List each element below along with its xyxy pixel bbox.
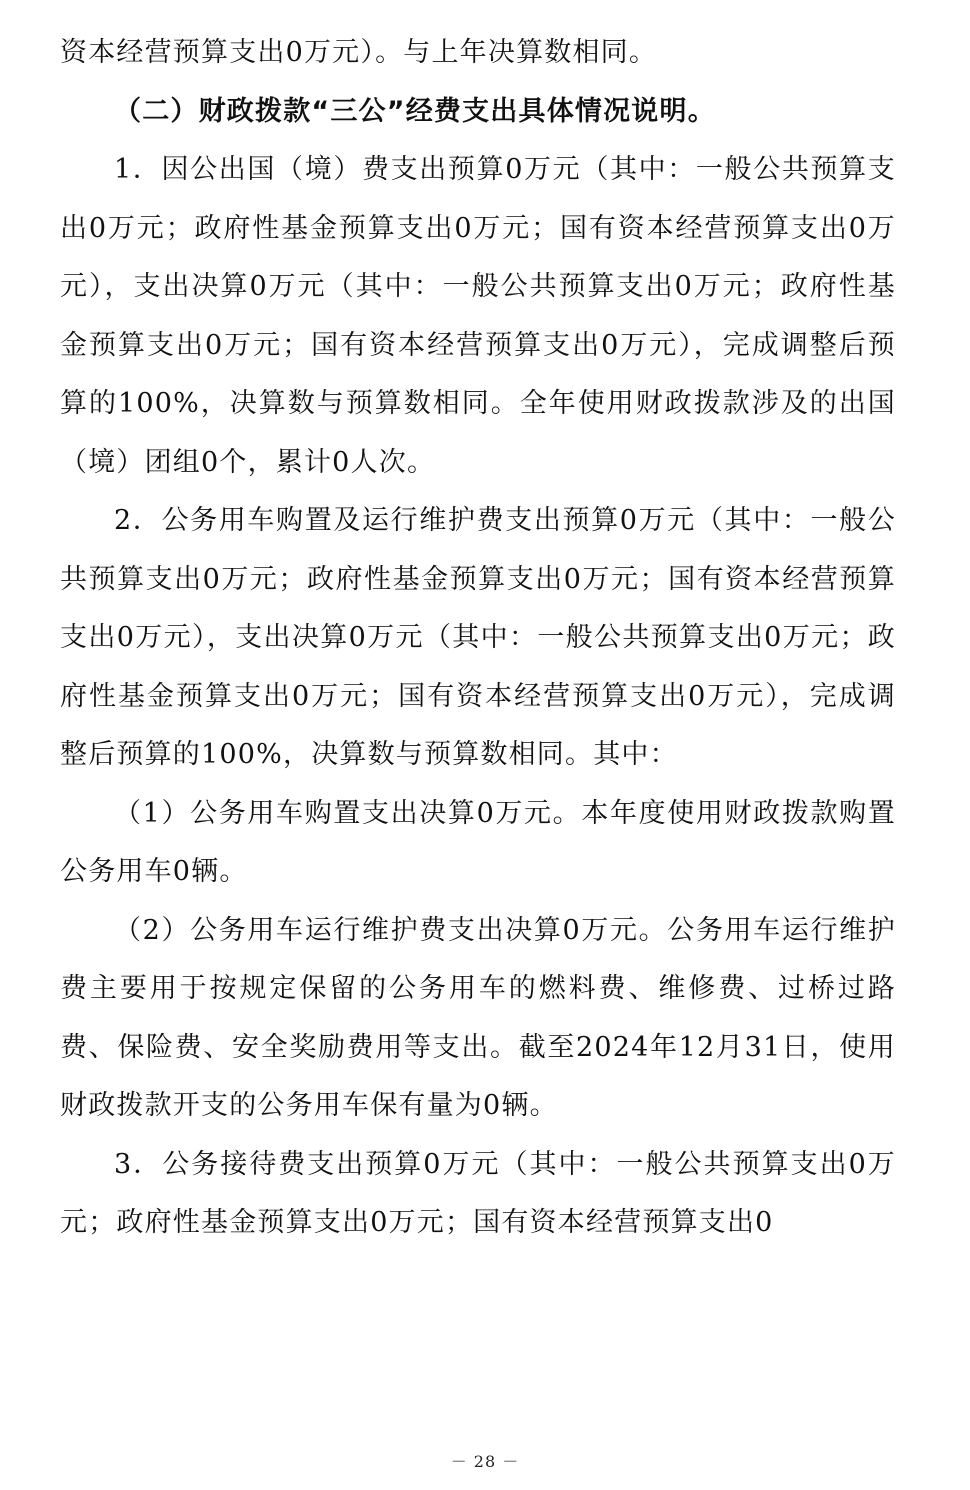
paragraph-overseas-travel-expense: 1．因公出国（境）费支出预算0万元（其中：一般公共预算支出0万元；政府性基金预算支出0万元；国有资本经营预算支出0万元），支出决算0万元（其中：一般公共预算支出0万元；政府性基金预算支出0万元；国有资本经营预算支出0万元），完成调整后预算的100%，决算数与预算数相同。全年使用财政拨款涉及的出国（境）团组0个，累计0人次。	[60, 154, 896, 478]
document-body	[60, 24, 896, 1253]
paragraph-continuation: 资本经营预算支出0万元）。与上年决算数相同。	[60, 37, 658, 68]
paragraph-official-vehicle-expense: 2．公务用车购置及运行维护费支出预算0万元（其中：一般公共预算支出0万元；政府性基金预算支出0万元；国有资本经营预算支出0万元），支出决算0万元（其中：一般公共预算支出0万元；政府性基金预算支出0万元；国有资本经营预算支出0万元），完成调整后预算的100%，决算数与预算数相同。其中：	[60, 505, 896, 770]
page-number: － 28 －	[450, 1452, 520, 1471]
paragraph-vehicle-purchase: （1）公务用车购置支出决算0万元。本年度使用财政拨款购置公务用车0辆。	[60, 797, 896, 887]
paragraph-reception-expense: 3．公务接待费支出预算0万元（其中：一般公共预算支出0万元；政府性基金预算支出0万元；国有资本经营预算支出0	[60, 1148, 896, 1238]
section-heading-three-public-expenses: （二）财政拨款“三公”经费支出具体情况说明。	[114, 95, 716, 127]
paragraph-vehicle-operation: （2）公务用车运行维护费支出决算0万元。公务用车运行维护费主要用于按规定保留的公务用车的燃料费、维修费、过桥过路费、保险费、安全奖励费用等支出。截至2024年12月31日，使用财政拨款开支的公务用车保有量为0辆。	[60, 914, 896, 1121]
